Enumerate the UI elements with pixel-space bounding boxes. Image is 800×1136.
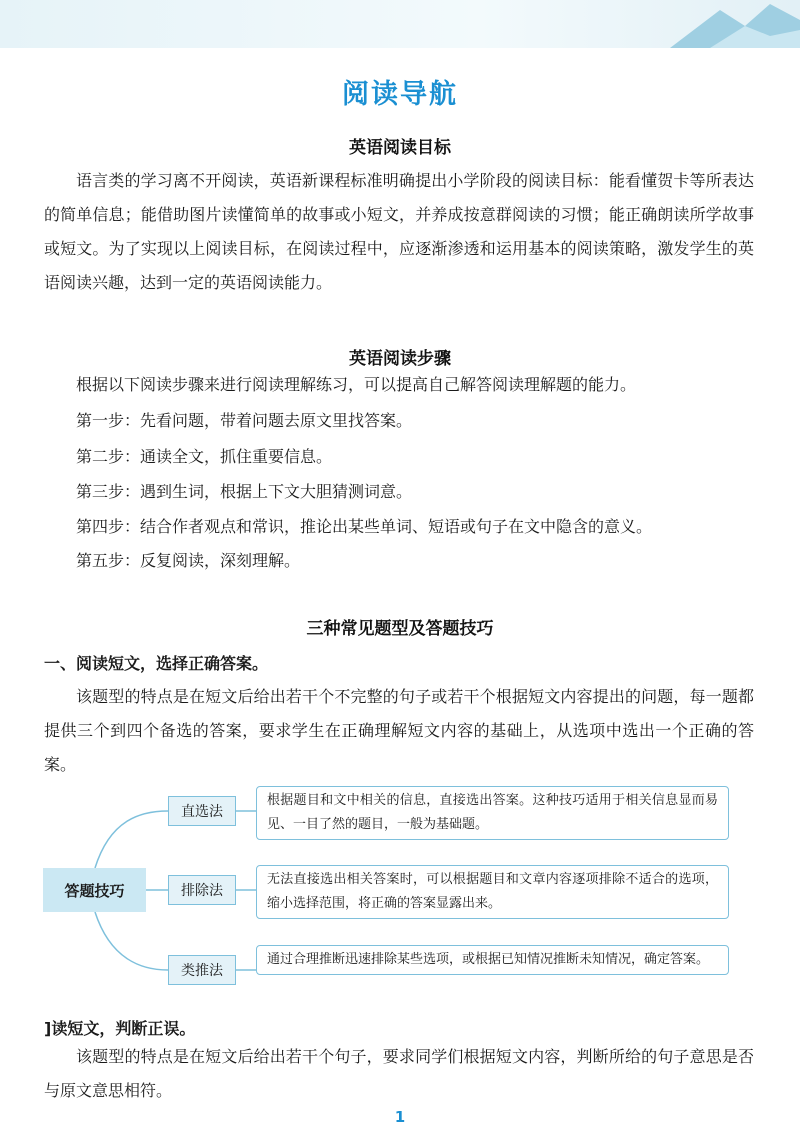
mindmap-center: 答题技巧: [43, 868, 146, 912]
steps-heading: 英语阅读步骤: [349, 349, 451, 369]
goals-paragraph: 语言类的学习离不开阅读，英语新课程标准明确提出小学阶段的阅读目标：能看懂贺卡等所表达的简单信息；能借助图片读懂简单的故事或小短文，并养成按意群阅读的习惯；能正确朗读所学故事或短文。为了实现以上阅读目标，在阅读过程中，应逐渐渗透和运用基本的阅读策略，激发学生的英语阅读兴趣，达到一定的英语阅读能力。: [44, 171, 754, 292]
step-item: 第五步：反复阅读，深刻理解。: [76, 551, 301, 570]
mindmap-branch-direct: 直选法: [168, 796, 236, 826]
step-item: 第三步：遇到生词，根据上下文大胆猜测词意。: [76, 482, 413, 501]
section2-title: ]读短文，判断正误。: [44, 1019, 196, 1038]
mindmap-branch-infer: 类推法: [168, 955, 236, 985]
step-item: 第一步：先看问题，带着问题去原文里找答案。: [76, 411, 413, 430]
page-number: 1: [394, 1108, 406, 1126]
section2-paragraph: 该题型的特点是在短文后给出若干个句子，要求同学们根据短文内容，判断所给的句子意思是否与原文意思相符。: [44, 1047, 754, 1100]
mindmap-desc-infer: 通过合理推断迅速排除某些选项，或根据已知情况推断未知情况，确定答案。: [256, 945, 729, 975]
mindmap-branch-eliminate: 排除法: [168, 875, 236, 905]
steps-intro: 根据以下阅读步骤来进行阅读理解练习，可以提高自己解答阅读理解题的能力。: [76, 375, 637, 394]
section1-title: 一、阅读短文，选择正确答案。: [44, 654, 269, 673]
mindmap-desc-direct: 根据题目和文中相关的信息，直接选出答案。这种技巧适用于相关信息显而易见、一目了然的题目，一般为基础题。: [256, 786, 729, 840]
types-heading: 三种常见题型及答题技巧: [306, 619, 494, 639]
step-item: 第二步：通读全文，抓住重要信息。: [76, 447, 333, 466]
page-title: 阅读导航: [342, 79, 458, 110]
step-item: 第四步：结合作者观点和常识，推论出某些单词、短语或句子在文中隐含的意义。: [76, 517, 653, 536]
mindmap-desc-eliminate: 无法直接选出相关答案时，可以根据题目和文章内容逐项排除不适合的选项，缩小选择范围，将正确的答案显露出来。: [256, 865, 729, 919]
section1-paragraph: 该题型的特点是在短文后给出若干个不完整的句子或若干个根据短文内容提出的问题，每一题都提供三个到四个备选的答案，要求学生在正确理解短文内容的基础上，从选项中选出一个正确的答案。: [44, 687, 754, 774]
goals-heading: 英语阅读目标: [349, 138, 451, 158]
